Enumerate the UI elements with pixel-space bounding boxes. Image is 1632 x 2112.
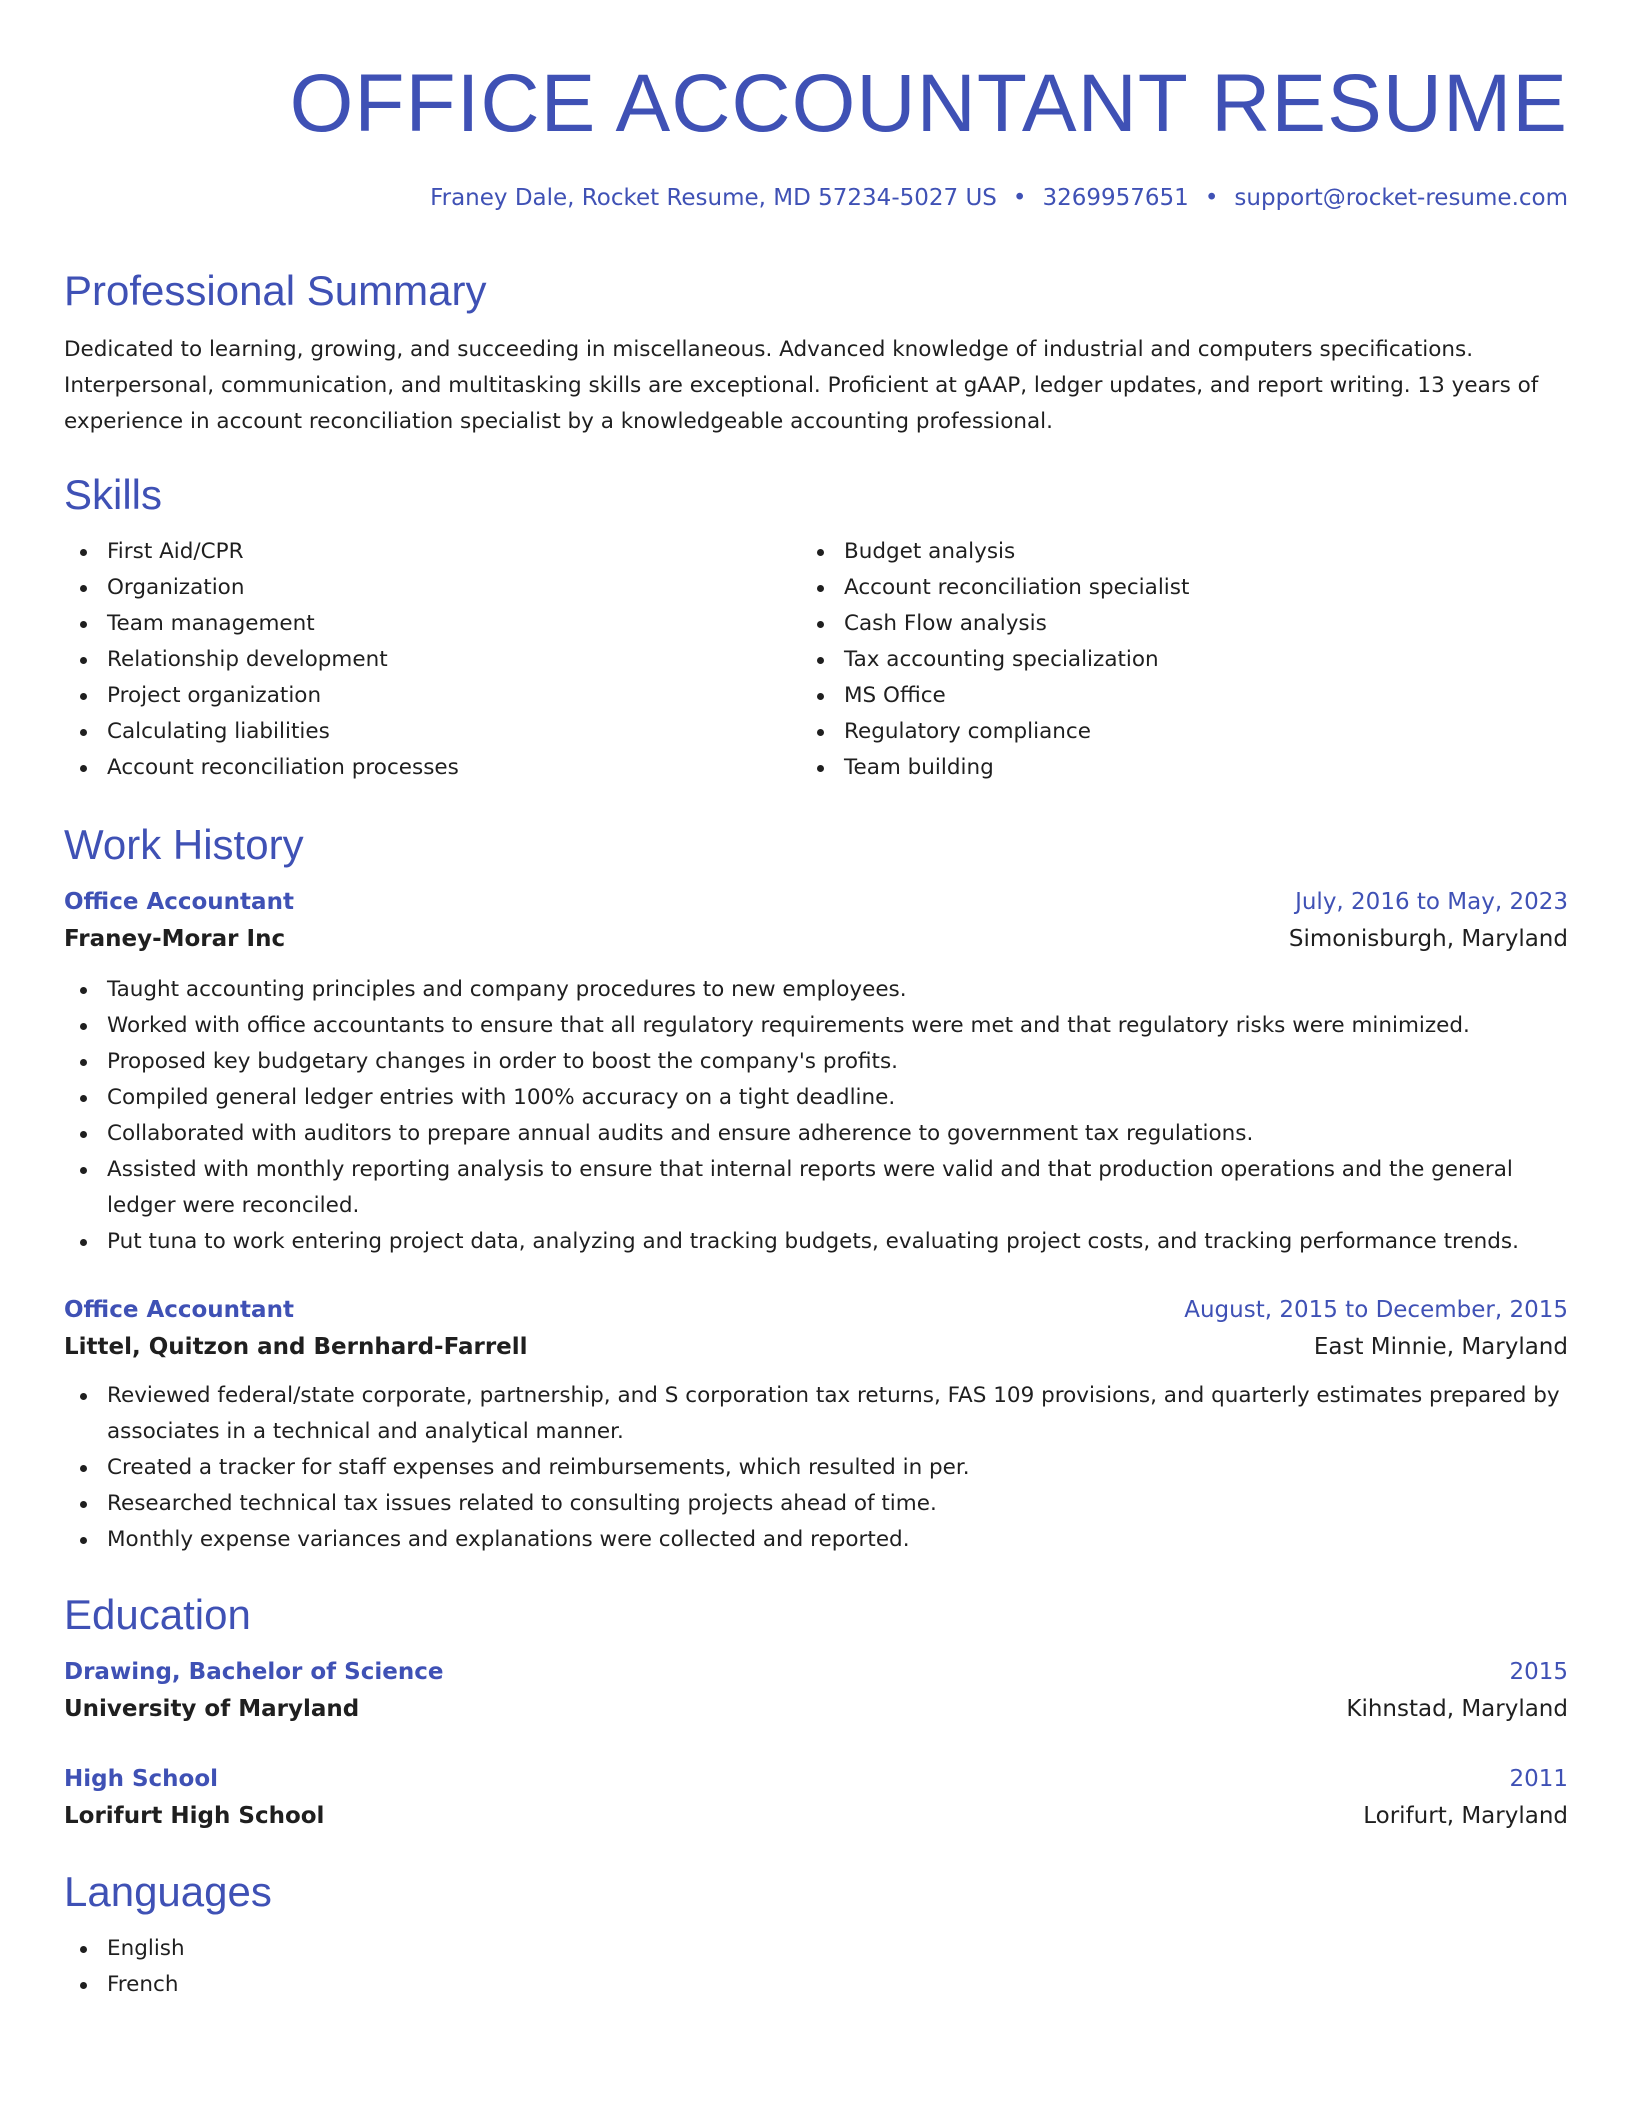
job-bullet: Reviewed federal/state corporate, partnership, and S corporation tax returns, FAS 109 provisions, and quarterly estimates prepared by associates in a technical and analytical manner. — [107, 1378, 1568, 1450]
job-bullet: Worked with office accountants to ensure that all regulatory requirements were met and that regulatory risks were minimized. — [107, 1008, 1568, 1044]
education-entry — [64, 1654, 1568, 1728]
skill-item: First Aid/CPR — [107, 534, 801, 570]
job-location: East Minnie, Maryland — [1313, 1334, 1568, 1360]
skills-column-right — [801, 534, 1538, 786]
skill-item: Team building — [844, 750, 1538, 786]
education-entry — [64, 1761, 1568, 1835]
job-title: Office Accountant — [64, 1297, 294, 1323]
skill-item: Budget analysis — [844, 534, 1538, 570]
job-bullet: Taught accounting principles and company procedures to new employees. — [107, 972, 1568, 1008]
section-heading-summary: Professional Summary — [64, 267, 487, 314]
skills-column-left — [64, 534, 801, 786]
job-bullet: Compiled general ledger entries with 100% accuracy on a tight deadline. — [107, 1080, 1568, 1116]
education-location: Kihnstad, Maryland — [1346, 1696, 1568, 1722]
contact-email: support@rocket-resume.com — [1234, 185, 1568, 211]
contact-phone: 3269957651 — [1042, 185, 1189, 211]
languages-section — [64, 1867, 1568, 2003]
resume-header — [64, 56, 1568, 214]
section-heading-languages: Languages — [64, 1868, 272, 1915]
skill-item: MS Office — [844, 678, 1538, 714]
languages-list — [64, 1931, 1568, 2003]
job-title: Office Accountant — [64, 889, 294, 915]
skills-section — [64, 470, 1568, 786]
section-heading-skills: Skills — [64, 471, 163, 518]
contact-line — [64, 182, 1568, 214]
job-bullet: Assisted with monthly reporting analysis to ensure that internal reports were valid and that production operations and the general ledger were reconciled. — [107, 1152, 1568, 1224]
education-location: Lorifurt, Maryland — [1363, 1803, 1568, 1829]
skill-item: Organization — [107, 570, 801, 606]
contact-separator: • — [1204, 185, 1219, 211]
job-dates: July, 2016 to May, 2023 — [1295, 889, 1568, 915]
contact-separator: • — [1012, 185, 1027, 211]
job-bullet: Researched technical tax issues related to consulting projects ahead of time. — [107, 1486, 1568, 1522]
section-heading-education: Education — [64, 1591, 251, 1638]
job-entry — [64, 1292, 1568, 1558]
skill-item: Cash Flow analysis — [844, 606, 1538, 642]
professional-summary-section — [64, 266, 1568, 440]
job-bullets — [64, 972, 1568, 1260]
section-heading-work-history: Work History — [64, 821, 304, 868]
job-company-row — [64, 920, 1568, 958]
job-bullet: Monthly expense variances and explanations were collected and reported. — [107, 1522, 1568, 1558]
skills-list-right — [801, 534, 1538, 786]
job-bullet: Created a tracker for staff expenses and reimbursements, which resulted in per. — [107, 1450, 1568, 1486]
skills-grid — [64, 534, 1568, 786]
skill-item: Tax accounting specialization — [844, 642, 1538, 678]
education-year: 2011 — [1509, 1766, 1568, 1792]
resume-title: OFFICE ACCOUNTANT RESUME — [289, 58, 1568, 149]
job-company: Franey-Morar Inc — [64, 926, 286, 952]
education-school-row — [64, 1797, 1568, 1835]
education-year: 2015 — [1509, 1659, 1568, 1685]
skill-item: Relationship development — [107, 642, 801, 678]
job-title-row — [64, 884, 1568, 920]
skill-item: Team management — [107, 606, 801, 642]
skills-list-left — [64, 534, 801, 786]
contact-address: Franey Dale, Rocket Resume, MD 57234-5027 US — [430, 185, 997, 211]
skill-item: Project organization — [107, 678, 801, 714]
education-school: Lorifurt High School — [64, 1803, 325, 1829]
job-title-row — [64, 1292, 1568, 1328]
job-bullet: Proposed key budgetary changes in order to boost the company's profits. — [107, 1044, 1568, 1080]
job-company-row — [64, 1328, 1568, 1366]
job-bullet: Collaborated with auditors to prepare annual audits and ensure adherence to government tax regulations. — [107, 1116, 1568, 1152]
skill-item: Account reconciliation processes — [107, 750, 801, 786]
language-item: French — [107, 1967, 1568, 2003]
education-degree: High School — [64, 1766, 219, 1792]
summary-text: Dedicated to learning, growing, and succeeding in miscellaneous. Advanced knowledge of industrial and computers specifications. Interpersonal, communication, and multitasking skills are exceptional. Proficient at gAAP, ledger updates, and report writing. 13 years of experience in account reconciliation specialist by a knowledgeable accounting professional. — [64, 337, 1539, 434]
skill-item: Regulatory compliance — [844, 714, 1538, 750]
language-item: English — [107, 1931, 1568, 1967]
skill-item: Account reconciliation specialist — [844, 570, 1538, 606]
education-degree-row — [64, 1761, 1568, 1797]
education-degree-row — [64, 1654, 1568, 1690]
job-bullets — [64, 1378, 1568, 1558]
job-entry — [64, 884, 1568, 1260]
education-degree: Drawing, Bachelor of Science — [64, 1659, 444, 1685]
skill-item: Calculating liabilities — [107, 714, 801, 750]
education-school: University of Maryland — [64, 1696, 360, 1722]
work-history-section — [64, 820, 1568, 1558]
education-school-row — [64, 1690, 1568, 1728]
education-section — [64, 1590, 1568, 1835]
job-bullet: Put tuna to work entering project data, analyzing and tracking budgets, evaluating project costs, and tracking performance trends. — [107, 1224, 1568, 1260]
job-company: Littel, Quitzon and Bernhard-Farrell — [64, 1334, 528, 1360]
job-dates: August, 2015 to December, 2015 — [1184, 1297, 1568, 1323]
job-location: Simonisburgh, Maryland — [1288, 926, 1568, 952]
